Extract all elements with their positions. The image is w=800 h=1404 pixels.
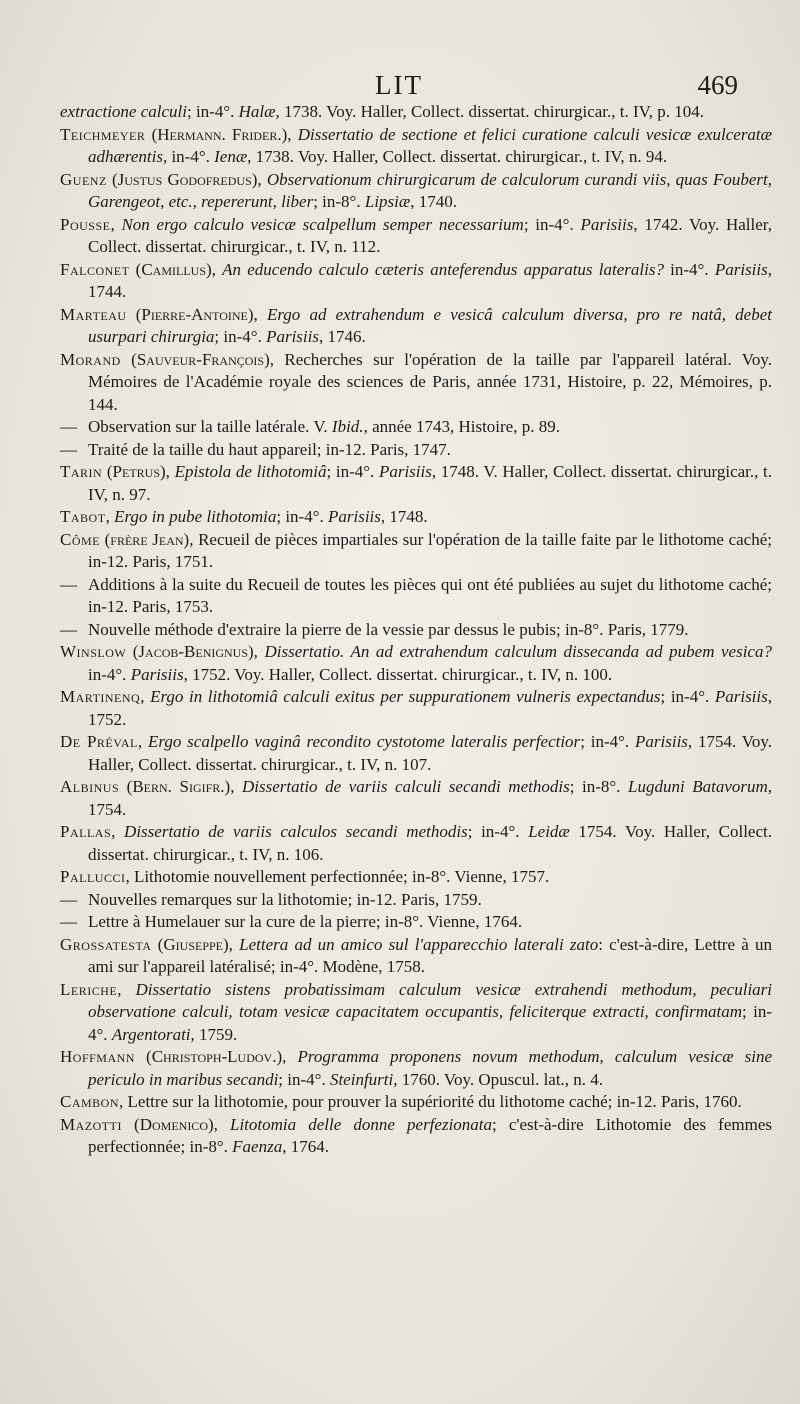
entry-imprint: , 1764. (282, 1137, 329, 1156)
entry-author-names: (Domenico), (121, 1114, 230, 1134)
entry-author: Leriche (60, 979, 118, 999)
entry-place: Leidæ (528, 822, 570, 841)
entry-place: Parisiis (714, 259, 768, 279)
entry-author: Mazotti (60, 1114, 122, 1134)
bibliography-entry (60, 506, 772, 529)
bibliography-entry (60, 1091, 772, 1114)
entry-details: Lithotomie nouvellement perfectionnée; in-8°. Vienne, 1757. (133, 867, 550, 886)
entry-author-names: (Pierre-Antoine), (126, 304, 267, 324)
entry-author-names: (Hermann. Frider.), (145, 124, 298, 144)
bibliography-entry (60, 101, 772, 124)
bibliography-entry (60, 979, 772, 1047)
entry-imprint: , 1760. Voy. Opuscul. lat., n. 4. (393, 1069, 604, 1089)
bibliography-entry (60, 1114, 772, 1159)
bibliography-entry (60, 529, 772, 574)
entry-place: Ibid. (331, 417, 364, 436)
bibliography-entry (60, 776, 772, 821)
entry-imprint: , 1754. (88, 777, 773, 819)
entry-place: Faenza (232, 1137, 283, 1156)
entry-details: ; c'est-à-dire Lithotomie des femmes perfectionnée; in-8°. (88, 1114, 772, 1156)
entry-imprint: , 1738. Voy. Haller, Collect. dissertat. chirurgicar., t. IV, n. 94. (247, 147, 668, 166)
entry-author-names: (Justus Godofredus), (106, 169, 267, 189)
bibliography-entry (60, 349, 772, 417)
entry-place: Parisiis (580, 214, 634, 234)
bibliography-entry (60, 866, 772, 889)
entry-details: in-4°. (663, 259, 715, 279)
entry-details: ; in-4°. (186, 102, 239, 121)
entry-title: Lettera ad un amico sul l'apparecchio laterali zato (239, 934, 599, 954)
entry-place: Argentorati (111, 1024, 191, 1044)
entry-author-names: , (125, 867, 134, 886)
entry-details: Lettre à Humelauer sur la cure de la pierre; in-8°. Vienne, 1764. (88, 912, 523, 931)
entry-imprint: , année 1743, Histoire, p. 89. (363, 417, 560, 436)
entry-author-names: (Christoph-Ludov.), (134, 1047, 298, 1066)
entry-details: : c'est-à-dire, Lettre à un ami sur l'appareil latéralisé; in-4°. Modène, 1758. (88, 934, 772, 976)
continuation-dash: — (60, 417, 77, 436)
bibliography-entry (60, 889, 772, 912)
bibliography-entry (60, 574, 772, 619)
entry-details: Observation sur la taille latérale. V. (88, 417, 332, 436)
entry-author: Tarin (60, 462, 103, 481)
entry-imprint: , 1744. (88, 259, 772, 301)
entry-author-names: , (140, 687, 151, 706)
bibliography-entry (60, 911, 772, 934)
entry-author: Hoffmann (60, 1047, 135, 1066)
continuation-dash: — (60, 619, 77, 639)
bibliography-list (60, 101, 772, 1159)
bibliography-entry (60, 731, 772, 776)
entry-author: Guenz (60, 169, 107, 189)
entry-author-names: (Camillus), (129, 259, 223, 279)
entry-details: Nouvelles remarques sur la lithotomie; in-12. Paris, 1759. (88, 889, 482, 909)
entry-place: Parisiis (130, 664, 184, 684)
entry-place: Lipsiæ (364, 192, 411, 211)
entry-details: Recueil de pièces impartiales sur l'opération de la taille faite par le lithotome caché; in-12. Paris, 1751. (88, 529, 772, 571)
bibliography-entry (60, 641, 772, 686)
entry-author: Albinus (60, 777, 120, 796)
entry-place: Steinfurti (329, 1069, 394, 1089)
entry-title: Dissertatio de variis calculos secandi methodis (124, 822, 468, 841)
entry-imprint: , 1759. (190, 1024, 238, 1044)
entry-imprint: , 1752. (88, 687, 772, 729)
entry-imprint: , 1738. Voy. Haller, Collect. dissertat. chirurgicar., t. IV, p. 104. (275, 102, 704, 121)
entry-place: Parisiis (328, 507, 381, 526)
page-number: 469 (697, 70, 738, 100)
entry-author: Falconet (60, 259, 130, 279)
entry-author: Marteau (60, 304, 127, 324)
entry-author-names: (Bern. Sigifr.), (119, 777, 242, 796)
bibliography-entry (60, 214, 772, 259)
bibliography-entry (60, 1046, 772, 1091)
continuation-dash: — (60, 574, 77, 594)
entry-title: Programma proponens novum methodum, calculum vesicæ sine periculo in maribus secandi (88, 1047, 772, 1089)
entry-details: ; in-4°. (580, 732, 636, 751)
entry-details: in-4°. (88, 664, 131, 684)
running-title: LIT (375, 70, 423, 100)
entry-details: Traité de la taille du haut appareil; in-12. Paris, 1747. (88, 439, 451, 459)
entry-author-names: , (117, 979, 136, 999)
entry-title: Ergo in pube lithotomia (114, 507, 277, 526)
entry-place: Lugduni Batavorum (627, 777, 768, 796)
bibliography-entry (60, 439, 772, 462)
entry-author: De Préval (60, 732, 138, 751)
bibliography-entry (60, 259, 772, 304)
entry-imprint: 1754. Voy. Haller, Collect. dissertat. chirurgicar., t. IV, n. 106. (88, 822, 772, 864)
entry-author: Côme (60, 529, 101, 549)
entry-title: An educendo calculo cæteris anteferendus apparatus lateralis? (222, 259, 664, 279)
entry-author-names: , (110, 214, 122, 234)
entry-title: Dissertatio sistens probatissimam calculum vesicæ extrahendi methodum, peculiari observatione calculi, totam vesicæ capacitatem occupantis, feliciterque extracti, confirmatam (88, 979, 773, 1021)
entry-place: Parisiis (378, 462, 432, 481)
continuation-dash: — (60, 439, 77, 459)
entry-details: Recherches sur l'opération de la taille par l'appareil latéral. Voy. Mémoires de l'Académie royale des sciences de Paris, année 1731, Histoire, p. 22, Mémoires, p. 144. (88, 349, 772, 414)
entry-title: Ergo scalpello vaginâ recondito cystotome lateralis perfectior (147, 732, 581, 751)
entry-details: ; in-4°. (326, 462, 379, 481)
entry-title: Dissertatio. An ad extrahendum calculum dissecanda ad pubem vesica? (264, 642, 772, 661)
entry-author: Tabot (60, 507, 106, 526)
entry-details: ; in-4°. (278, 1069, 330, 1089)
continuation-dash: — (60, 912, 77, 931)
entry-imprint: , 1742. Voy. Haller, Collect. dissertat. chirurgicar., t. IV, n. 112. (88, 214, 773, 256)
bibliography-entry (60, 686, 772, 731)
entry-title: Ergo in lithotomiâ calculi exitus per suppurationem vulneris expectandus (150, 687, 661, 706)
entry-details: ; in-4°. (660, 687, 715, 706)
bibliography-entry (60, 619, 772, 642)
entry-author: Martinenq (60, 687, 141, 706)
entry-author-names: (Petrus), (102, 462, 175, 481)
bibliography-entry (60, 461, 772, 506)
entry-author-names: (Jacob-Benignus), (126, 642, 265, 661)
entry-details: ; in-4°. (88, 1002, 773, 1044)
entry-title: extractione calculi (60, 102, 187, 121)
entry-author: Teichmeyer (60, 124, 146, 144)
entry-details: ; in-4°. (523, 214, 581, 234)
entry-author-names: , (105, 507, 115, 526)
entry-author-names: , (111, 822, 125, 841)
entry-author: Cambon (60, 1092, 120, 1111)
entry-title: Epistola de lithotomiâ (174, 462, 327, 481)
entry-place: Parisiis (266, 327, 319, 346)
entry-author: Grossatesta (60, 934, 152, 954)
entry-author: Winslow (60, 642, 127, 661)
bibliography-entry (60, 124, 772, 169)
entry-place: Ienæ (214, 147, 248, 166)
entry-imprint: , 1748. V. Haller, Collect. dissertat. chirurgicar., t. IV, n. 97. (88, 462, 773, 504)
bibliography-entry (60, 416, 772, 439)
entry-author: Pallas (60, 822, 112, 841)
entry-title: Ergo ad extrahendum e vesicâ calculum diversa, pro re natâ, debet usurpari chirurgia (88, 304, 772, 346)
entry-imprint: , 1752. Voy. Haller, Collect. dissertat. chirurgicar., t. IV, n. 100. (183, 664, 613, 684)
entry-title: Dissertatio de variis calculi secandi methodis (242, 777, 570, 796)
entry-place: Parisiis (714, 687, 768, 706)
entry-details: Lettre sur la lithotomie, pour prouver la supériorité du lithotome caché; in-12. Paris, 1760. (127, 1092, 742, 1111)
entry-author-names: (Giuseppe), (151, 934, 240, 954)
entry-details: ; in-8°. (569, 777, 628, 796)
entry-author-names: , (119, 1092, 128, 1111)
entry-details: ; in-4°. (214, 327, 267, 346)
bibliography-entry (60, 934, 772, 979)
entry-title: Non ergo calculo vesicæ scalpellum semper necessarium (121, 214, 524, 234)
entry-author-names: (frère Jean), (100, 529, 199, 549)
entry-details: Nouvelle méthode d'extraire la pierre de la vessie par dessus le pubis; in-8°. Paris, 1779. (88, 619, 689, 639)
continuation-dash: — (60, 889, 77, 909)
entry-author: Pousse (60, 214, 111, 234)
entry-details: Additions à la suite du Recueil de toutes les pièces qui ont été publiées au sujet du lithotome caché; in-12. Paris, 1753. (88, 574, 772, 616)
entry-place: Halæ (238, 102, 276, 121)
entry-author-names: (Sauveur-François), (120, 349, 285, 369)
entry-imprint: , 1754. Voy. Haller, Collect. dissertat. chirurgicar., t. IV, n. 107. (88, 732, 773, 774)
entry-details: ; in-4°. (276, 507, 328, 526)
entry-details: ; in-4°. (467, 822, 529, 841)
entry-title: Litotomia delle donne perfezionata (230, 1114, 493, 1134)
entry-imprint: , 1746. (318, 327, 366, 346)
entry-imprint: , 1748. (380, 507, 428, 526)
bibliography-entry (60, 821, 772, 866)
entry-author-names: , (137, 732, 148, 751)
entry-author: Pallucci (60, 867, 126, 886)
entry-imprint: , 1740. (410, 192, 457, 211)
bibliography-entry (60, 304, 772, 349)
entry-author: Morand (60, 349, 121, 369)
entry-details: ; in-8°. (313, 192, 365, 211)
entry-place: Parisiis (635, 732, 688, 751)
entry-title: Dissertatio de sectione et felici curatione calculi vesicæ exulceratæ adhærentis (88, 124, 772, 166)
bibliography-entry (60, 169, 772, 214)
entry-title: Observationum chirurgicarum de calculorum curandi viis, quas Foubert, Garengeot, etc., repererunt, liber (88, 169, 772, 211)
entry-details: , in-4°. (162, 147, 215, 166)
